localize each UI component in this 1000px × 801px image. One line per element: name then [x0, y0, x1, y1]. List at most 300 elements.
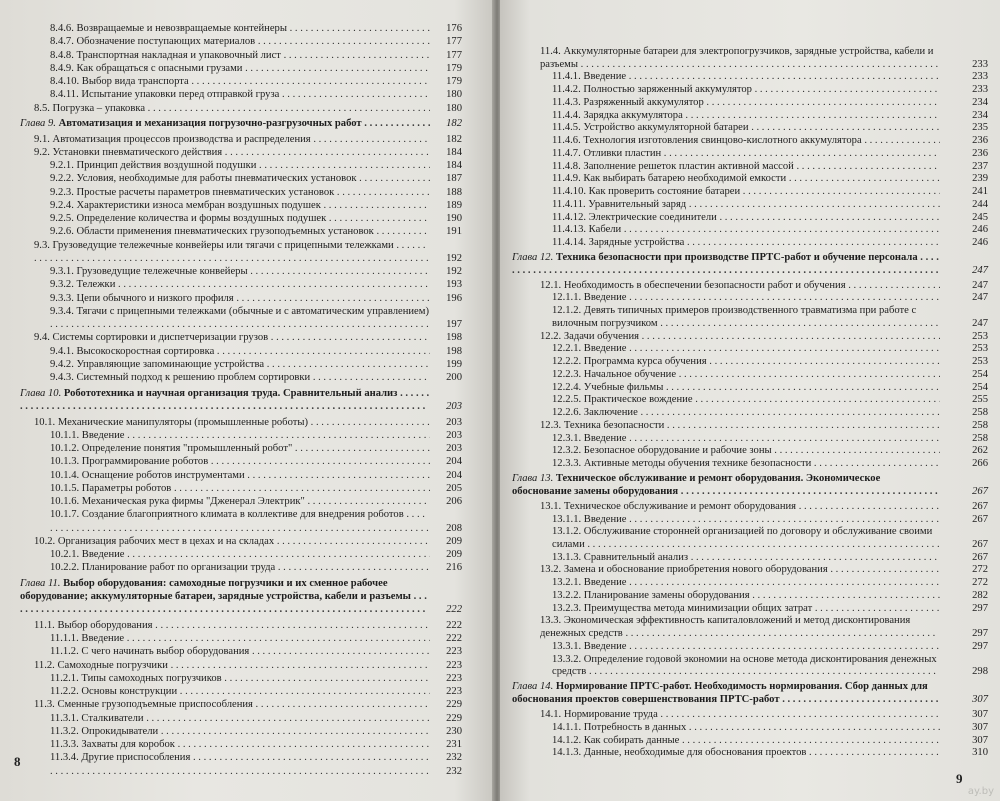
entry-text: 12.2.5. Практическое вождение — [552, 394, 693, 406]
toc-page-number: 253 — [972, 330, 988, 342]
entry-text: 9.3.1. Грузоведущие тележечные конвейеры — [50, 266, 248, 278]
toc-entry-title — [552, 654, 940, 679]
toc-subsection-entry — [552, 747, 988, 760]
toc-page-number: 246 — [972, 237, 988, 249]
toc-page-number: 222 — [446, 633, 462, 645]
toc-subsection-entry — [552, 356, 988, 369]
toc-section-entry — [540, 280, 988, 293]
toc-page-number: 184 — [446, 146, 462, 158]
toc-page-number: 297 — [972, 628, 988, 640]
toc-subsection-entry — [50, 738, 462, 751]
toc-entry-title — [50, 371, 430, 384]
entry-text: 9.2.6. Области применения пневматических грузоподъемных установок — [50, 226, 374, 238]
toc-subsection-entry — [552, 577, 988, 590]
toc-entry-title — [50, 22, 430, 35]
toc-chapter-entry — [20, 387, 462, 414]
toc-entry-title — [50, 35, 430, 48]
toc-subsection-entry — [552, 110, 988, 123]
toc-subsection-entry — [552, 603, 988, 616]
toc-subsection-entry — [50, 632, 462, 645]
toc-entry-title — [552, 71, 940, 84]
toc-entry-title — [540, 501, 940, 514]
toc-page-number: 233 — [972, 58, 988, 70]
toc-subsection-entry — [552, 122, 988, 135]
entry-text: 11.4.11. Уравнительный заряд — [552, 198, 687, 210]
entry-text: 11.1.2. С чего начинать выбор оборудования — [50, 646, 250, 658]
entry-text: Выбор оборудования: самоходные погрузчики и их сменное рабочее оборудование; аккумуляторные батареи, зарядные устройства, кабели и разъемы — [20, 577, 411, 603]
toc-page-number: 233 — [972, 84, 988, 96]
entry-text: 11.4.10. Как проверить состояние батареи — [552, 186, 741, 198]
toc-entry-title — [552, 135, 940, 148]
toc-subsection-entry — [552, 382, 988, 395]
toc-page-number: 182 — [446, 118, 462, 130]
toc-subsection-entry — [50, 62, 462, 75]
toc-page-number: 203 — [446, 416, 462, 428]
chapter-label: Глава 9. — [20, 118, 59, 130]
toc-section-entry — [540, 46, 988, 71]
toc-subsection-entry — [552, 641, 988, 654]
toc-entry-title — [540, 331, 940, 344]
entry-text: 9.1. Автоматизация процессов производства и распределения — [34, 133, 311, 145]
toc-page-number: 298 — [972, 666, 988, 678]
toc-page-number: 203 — [446, 429, 462, 441]
toc-page-number: 216 — [446, 562, 462, 574]
entry-text: 10.1.5. Параметры роботов — [50, 482, 172, 494]
toc-page-number: 179 — [446, 76, 462, 87]
entry-text: 12.3.3. Активные методы обучения технике безопасности — [552, 458, 812, 470]
toc-entry-title — [512, 473, 940, 498]
entry-text: 10.2.2. Планирование работ по организации труда — [50, 562, 276, 574]
entry-text: Робототехника и научная организация труда. Сравнительный анализ — [63, 387, 398, 399]
toc-entry-title — [552, 237, 940, 250]
toc-entry-title — [552, 84, 940, 97]
entry-text: 11.2. Самоходные погрузчики — [34, 659, 168, 671]
toc-page-number: 188 — [446, 186, 462, 198]
toc-chapter-entry — [20, 577, 462, 617]
toc-page-number: 236 — [972, 147, 988, 159]
toc-page-number: 223 — [446, 646, 462, 658]
entry-text: 13.1.1. Введение — [552, 513, 627, 525]
toc-page-number: 267 — [972, 485, 988, 497]
entry-text: 12.3. Техника безопасности — [540, 419, 665, 431]
chapter-label: Глава 14. — [512, 681, 556, 693]
entry-text: 13.1.2. Обслуживание сторонней организацией по договору и обслуживание своими силами — [552, 526, 933, 550]
toc-page-number: 307 — [972, 721, 988, 733]
toc-entry-title — [50, 429, 430, 442]
toc-page-number: 198 — [446, 332, 462, 344]
toc-subsection-entry — [50, 225, 462, 238]
toc-entry-title — [50, 725, 430, 738]
toc-page-number: 192 — [446, 252, 462, 264]
toc-entry-title — [552, 356, 940, 369]
toc-entry-title — [50, 508, 430, 535]
toc-subsection-entry — [552, 148, 988, 161]
entry-text: 9.2.5. Определение количества и формы воздушных подушек — [50, 213, 327, 225]
toc-entry-title — [50, 455, 430, 468]
entry-text: 11.4.8. Заполнение решеток пластин активной массой — [552, 160, 794, 172]
toc-subsection-entry — [50, 455, 462, 468]
entry-text: 8.4.6. Возвращаемые и невозвращаемые контейнеры — [50, 23, 287, 34]
toc-page-number: 233 — [972, 71, 988, 83]
toc-section-entry — [34, 535, 462, 548]
entry-text: 11.3.1. Сталкиватели — [50, 712, 144, 724]
toc-entry-title — [50, 345, 430, 358]
toc-subsection-entry — [552, 735, 988, 748]
toc-entry-title — [50, 172, 430, 185]
toc-page-number: 297 — [972, 602, 988, 614]
entry-text: 11.4.1. Введение — [552, 71, 627, 83]
entry-text: 13.3.1. Введение — [552, 640, 627, 652]
entry-text: 8.4.11. Испытание упаковки перед отправкой груза — [50, 89, 280, 101]
toc-page-number: 254 — [972, 381, 988, 393]
entry-text: 11.4.5. Устройство аккумуляторной батареи — [552, 122, 749, 134]
toc-subsection-entry — [552, 526, 988, 551]
toc-entry-title — [50, 482, 430, 495]
chapter-label: Глава 10. — [20, 387, 64, 399]
entry-text: 14.1.1. Потребность в данных — [552, 721, 687, 733]
toc-page-number: 203 — [446, 400, 462, 412]
toc-section-entry — [540, 501, 988, 514]
toc-subsection-entry — [50, 49, 462, 62]
toc-page-number: 258 — [972, 407, 988, 419]
toc-entry-title — [552, 407, 940, 420]
toc-entry-title — [540, 46, 940, 71]
entry-text: 9.3.3. Цепи обычного и низкого профиля — [50, 292, 234, 304]
entry-text: 12.2.1. Введение — [552, 343, 627, 355]
toc-page-number: 197 — [446, 319, 462, 331]
toc-entry-title — [34, 416, 430, 429]
toc-entry-title — [50, 495, 430, 508]
entry-text: 11.4.3. Разряженный аккумулятор — [552, 96, 704, 108]
toc-entry-title — [552, 122, 940, 135]
toc-entry-title — [34, 698, 430, 711]
toc-page-number: 234 — [972, 109, 988, 121]
toc-subsection-entry — [50, 765, 462, 778]
toc-entry-title — [34, 146, 430, 159]
entry-text: 12.1. Необходимость в обеспечении безопасности работ и обучения — [540, 279, 846, 291]
toc-entry-title — [540, 564, 940, 577]
toc-subsection-entry — [552, 84, 988, 97]
toc-subsection-entry — [50, 159, 462, 172]
toc-page-number: 200 — [446, 372, 462, 384]
entry-text: 13.2.1. Введение — [552, 577, 627, 589]
toc-subsection-entry — [552, 590, 988, 603]
toc-entry-title — [552, 343, 940, 356]
entry-text: 11.4.7. Отливки пластин — [552, 147, 662, 159]
toc-entry-title — [50, 685, 430, 698]
toc-entry-title — [50, 292, 430, 305]
entry-text: 11.2.2. Основы конструкции — [50, 686, 178, 698]
toc-subsection-entry — [50, 358, 462, 371]
toc-page-number: 223 — [446, 686, 462, 698]
toc-subsection-entry — [552, 173, 988, 186]
toc-page-number: 255 — [972, 394, 988, 406]
toc-page-number: 198 — [446, 345, 462, 357]
toc-subsection-entry — [50, 725, 462, 738]
toc-subsection-entry — [552, 161, 988, 174]
toc-entry-title — [552, 590, 940, 603]
entry-text: 12.2. Задачи обучения — [540, 330, 639, 342]
toc-entry-title — [552, 641, 940, 654]
entry-text: 12.2.6. Заключение — [552, 407, 638, 419]
toc-chapter-entry — [512, 681, 988, 706]
toc-entry-title — [552, 394, 940, 407]
toc-section-entry — [540, 709, 988, 722]
toc-subsection-entry — [552, 514, 988, 527]
entry-text: 9.2.4. Характеристики износа мембран воздушных подушек — [50, 199, 321, 211]
toc-page-number: 204 — [446, 469, 462, 481]
toc-entry-title — [552, 305, 940, 330]
chapter-label: Глава 11. — [20, 577, 64, 589]
toc-page-number: 180 — [446, 102, 462, 114]
toc-entry-title — [50, 672, 430, 685]
toc-page-number: 245 — [972, 211, 988, 223]
toc-subsection-entry — [552, 654, 988, 679]
toc-page-number: 247 — [972, 317, 988, 329]
toc-page-number: 209 — [446, 549, 462, 561]
toc-page-number: 222 — [446, 604, 462, 616]
toc-page-number: 267 — [972, 551, 988, 563]
toc-page-number: 229 — [446, 712, 462, 724]
toc-section-entry — [540, 615, 988, 640]
toc-page-number: 191 — [446, 226, 462, 238]
toc-page-number: 258 — [972, 432, 988, 444]
toc-entry-title — [50, 712, 430, 725]
toc-subsection-entry — [552, 722, 988, 735]
toc-section-entry — [34, 416, 462, 429]
toc-entry-title — [552, 148, 940, 161]
watermark: ay.by — [967, 786, 994, 797]
toc-entry-title — [540, 280, 940, 293]
toc-entry-title — [552, 514, 940, 527]
toc-page-number: 182 — [446, 133, 462, 145]
toc-page-number: 272 — [972, 564, 988, 576]
page-number-right: 9 — [956, 771, 963, 786]
toc-entry-title — [34, 659, 430, 672]
toc-subsection-entry — [50, 548, 462, 561]
toc-entry-title — [552, 369, 940, 382]
toc-subsection-entry — [50, 469, 462, 482]
entry-text: 13.2. Замена и обоснование приобретения нового оборудования — [540, 564, 828, 576]
toc-entry-title — [552, 110, 940, 123]
toc-entry-title — [50, 645, 430, 658]
toc-page-number: 258 — [972, 419, 988, 431]
entry-text: 8.4.7. Обозначение поступающих материалов — [50, 36, 256, 48]
right-page — [500, 0, 1000, 801]
toc-subsection-entry — [50, 305, 462, 332]
toc-entry-title — [552, 186, 940, 199]
toc-subsection-entry — [552, 369, 988, 382]
toc-subsection-entry — [50, 712, 462, 725]
entry-text: 13.3. Экономическая эффективность капиталовложений и метод дисконтирования денежных средств — [540, 615, 911, 640]
toc-subsection-entry — [50, 482, 462, 495]
toc-subsection-entry — [552, 186, 988, 199]
toc-page-number: 266 — [972, 458, 988, 470]
entry-text: 8.4.8. Транспортная накладная и упаковочный лист — [50, 49, 281, 61]
toc-entry-title — [50, 442, 430, 455]
toc-entry-title — [552, 458, 940, 471]
toc-page-number: 247 — [972, 292, 988, 304]
toc-subsection-entry — [50, 292, 462, 305]
entry-text: 11.4.14. Зарядные устройства — [552, 237, 685, 249]
toc-page-number: 236 — [972, 135, 988, 147]
toc-subsection-entry — [552, 394, 988, 407]
toc-page-number: 267 — [972, 538, 988, 550]
toc-page-number: 184 — [446, 160, 462, 172]
toc-subsection-entry — [552, 552, 988, 565]
entry-text: 8.5. Погрузка – упаковка — [34, 102, 146, 114]
entry-text: 9.4.2. Управляющие запоминающие устройства — [50, 358, 265, 370]
toc-entry-title — [50, 62, 430, 75]
toc-page-number: 203 — [446, 443, 462, 455]
toc-subsection-entry — [50, 88, 462, 101]
entry-text: 11.4.6. Технология изготовления свинцово-кислотного аккумулятора — [552, 135, 862, 147]
entry-text: 12.3.1. Введение — [552, 432, 627, 444]
toc-page-number: 199 — [446, 358, 462, 370]
toc-subsection-entry — [552, 135, 988, 148]
toc-page-number: 179 — [446, 62, 462, 74]
entry-text: 10.2. Организация рабочих мест в цехах и на складах — [34, 535, 275, 547]
toc-subsection-entry — [50, 685, 462, 698]
entry-text: 10.1.2. Определение понятия "промышленный робот" — [50, 443, 293, 455]
toc-subsection-entry — [50, 371, 462, 384]
toc-page-number: 267 — [972, 513, 988, 525]
entry-text: 11.4.12. Электрические соединители — [552, 211, 717, 223]
toc-entry-title — [50, 88, 430, 101]
entry-text: 10.1.4. Оснащение роботов инструментами — [50, 469, 245, 481]
toc-section-entry — [34, 698, 462, 711]
entry-text: 11.4. Аккумуляторные батареи для электропогрузчиков, зарядные устройства, кабели и разъемы — [540, 46, 934, 70]
entry-text: 13.3.2. Определение годовой экономии на основе метода дисконтирования денежных средств — [552, 653, 937, 678]
toc-subsection-entry — [50, 645, 462, 658]
toc-entry-title — [552, 577, 940, 590]
toc-page-number: 205 — [446, 482, 462, 494]
toc-entry-title — [34, 133, 430, 146]
toc-subsection-entry — [50, 442, 462, 455]
toc-subsection-entry — [552, 71, 988, 84]
entry-text: Техническое обслуживание и ремонт оборудования. Экономическое обоснование замены оборудования — [512, 473, 881, 497]
toc-page-number: 196 — [446, 292, 462, 304]
toc-entry-title — [50, 632, 430, 645]
toc-entry-title — [50, 738, 430, 751]
toc-entry-title — [552, 526, 940, 551]
toc-page-number: 229 — [446, 699, 462, 711]
toc-page-number: 244 — [972, 198, 988, 210]
toc-entry-title — [34, 535, 430, 548]
entry-text: 9.4.3. Системный подход к решению проблем сортировки — [50, 372, 311, 384]
toc-page-number: 192 — [446, 266, 462, 278]
toc-subsection-entry — [50, 172, 462, 185]
toc-subsection-entry — [50, 429, 462, 442]
entry-text: 11.1. Выбор оборудования — [34, 619, 153, 631]
toc-page-number: 206 — [446, 496, 462, 508]
toc-page-number: 230 — [446, 725, 462, 737]
entry-text: 10.1.7. Создание благоприятного климата в коллективе для внедрения роботов — [50, 509, 404, 521]
toc-page-number: 237 — [972, 160, 988, 172]
toc-subsection-entry — [552, 199, 988, 212]
toc-page-number: 253 — [972, 356, 988, 368]
toc-entry-title — [552, 161, 940, 174]
toc-entry-title — [34, 331, 430, 344]
toc-page-number: 222 — [446, 619, 462, 631]
toc-page-number: 307 — [972, 734, 988, 746]
entry-text: 14.1. Нормирование труда — [540, 709, 658, 721]
toc-subsection-entry — [50, 265, 462, 278]
toc-entry-title — [50, 199, 430, 212]
toc-entry-title — [34, 102, 430, 115]
toc-subsection-entry — [552, 433, 988, 446]
entry-text: Нормирование ПРТС-работ. Необходимость нормирования. Сбор данных для обоснования проектов совершенствования ПРТС-работ — [512, 681, 928, 706]
entry-text: 10.1.1. Введение — [50, 429, 125, 441]
entry-text: 14.1.3. Данные, необходимые для обоснования проектов — [552, 747, 807, 759]
toc-subsection-entry — [552, 305, 988, 330]
entry-text: 9.4. Системы сортировки и диспетчеризации грузов — [34, 332, 269, 344]
entry-text: 11.3. Сменные грузоподъемные приспособления — [34, 699, 253, 711]
entry-text: 10.1. Механические манипуляторы (промышленные роботы) — [34, 416, 308, 428]
toc-entry-title — [50, 212, 430, 225]
entry-text: 11.3.2. Опрокидыватели — [50, 725, 159, 737]
toc-subsection-entry — [50, 561, 462, 574]
entry-text: 14.1.2. Как собирать данные — [552, 734, 680, 746]
toc-entry-title — [50, 186, 430, 199]
toc-entry-title — [50, 548, 430, 561]
toc-subsection-entry — [50, 345, 462, 358]
toc-entry-title — [50, 265, 430, 278]
entry-text: 9.2.3. Простые расчеты параметров пневматических установок — [50, 186, 335, 198]
toc-entry-title — [50, 751, 430, 764]
toc-section-entry — [540, 564, 988, 577]
toc-entry-title — [50, 49, 430, 62]
toc-subsection-entry — [50, 278, 462, 291]
toc-entry-title — [50, 305, 430, 332]
toc-page-number: 262 — [972, 445, 988, 457]
toc-page-number: 241 — [972, 186, 988, 198]
toc-entry-title — [552, 603, 940, 616]
toc-entry-title — [512, 252, 940, 277]
toc-page-number: 307 — [972, 694, 988, 706]
toc-subsection-entry — [50, 672, 462, 685]
toc-subsection-entry — [50, 751, 462, 764]
entry-text: Автоматизация и механизация погрузочно-разгрузочных работ — [58, 118, 362, 130]
toc-page-number: 310 — [972, 747, 988, 759]
toc-subsection-entry — [50, 186, 462, 199]
toc-entry-title — [50, 561, 430, 574]
entry-text: 10.1.6. Механическая рука фирмы "Дженерал Электрик" — [50, 496, 305, 508]
entry-text: 13.1. Техническое обслуживание и ремонт оборудования — [540, 500, 797, 512]
toc-page-number: 232 — [446, 765, 462, 777]
entry-text: 12.1.1. Введение — [552, 292, 627, 304]
toc-section-entry — [34, 619, 462, 632]
left-page — [0, 0, 494, 801]
chapter-label: Глава 12. — [512, 252, 556, 264]
toc-page-number: 247 — [972, 264, 988, 276]
entry-text: 8.4.10. Выбор вида транспорта — [50, 76, 189, 87]
entry-text: 9.3.2. Тележки — [50, 279, 116, 291]
toc-entry-title — [552, 445, 940, 458]
toc-subsection-entry — [50, 495, 462, 508]
entry-text: 12.2.3. Начальное обучение — [552, 368, 677, 380]
entry-text: 9.2.1. Принцип действия воздушной подушки — [50, 160, 257, 172]
toc-page-number: 239 — [972, 173, 988, 185]
toc-page-number: 204 — [446, 456, 462, 468]
toc-subsection-entry — [552, 292, 988, 305]
entry-text: 11.4.13. Кабели — [552, 224, 622, 236]
toc-entry-title — [540, 420, 940, 433]
toc-entry-title — [552, 224, 940, 237]
toc-entry-title — [552, 722, 940, 735]
toc-entry-title — [50, 469, 430, 482]
entry-text: 12.2.2. Программа курса обучения — [552, 356, 707, 368]
